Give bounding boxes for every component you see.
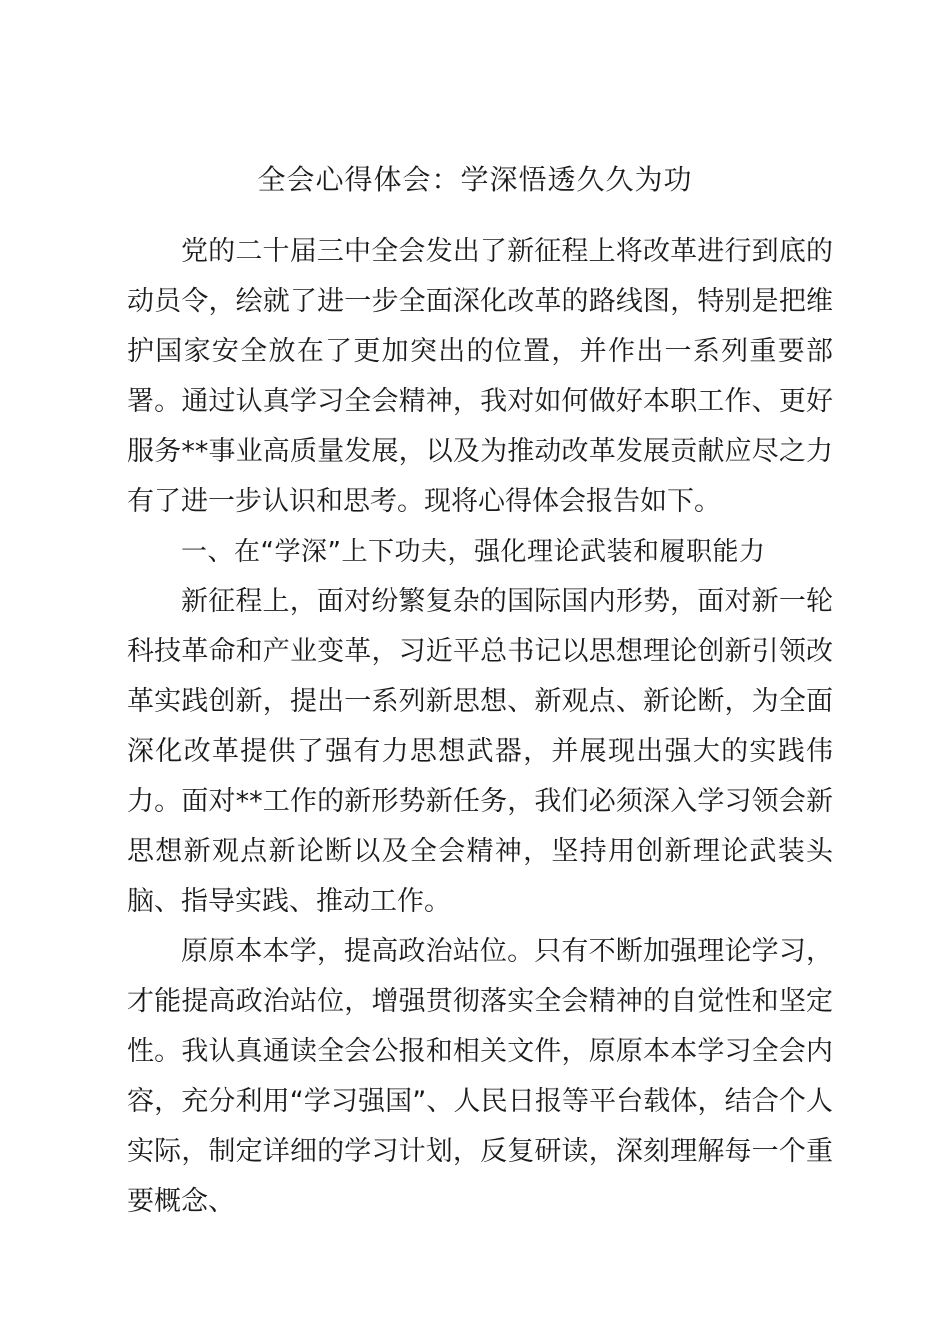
document-title: 全会心得体会：学深悟透久久为功 <box>257 163 693 196</box>
section-1-paragraph-1: 新征程上，面对纷繁复杂的国际国内形势，面对新一轮科技革命和产业变革，习近平总书记以思想理论创新引领改革实践创新，提出一系列新思想、新观点、新论断，为全面深化改革提供了强有力思想武器，并展现出强大的实践伟力。面对**工作的新形势新任务，我们必须深入学习领会新思想新观点新论断以及全会精神，坚持用创新理论武装头脑、指导实践、推动工作。 <box>127 586 833 917</box>
document-body <box>127 227 833 1227</box>
section-1-paragraph-2: 原原本本学，提高政治站位。只有不断加强理论学习，才能提高政治站位，增强贯彻落实全会精神的自觉性和坚定性。我认真通读全会公报和相关文件，原原本本学习全会内容，充分利用“学习强国”、人民日报等平台载体，结合个人实际，制定详细的学习计划，反复研读，深刻理解每一个重要概念、 <box>127 936 833 1217</box>
section-heading-1: 一、在“学深”上下功夫，强化理论武装和履职能力 <box>181 537 766 567</box>
intro-paragraph: 党的二十届三中全会发出了新征程上将改革进行到底的动员令，绘就了进一步全面深化改革的路线图，特别是把维护国家安全放在了更加突出的位置，并作出一系列重要部署。通过认真学习全会精神，我对如何做好本职工作、更好服务**事业高质量发展，以及为推动改革发展贡献应尽之力有了进一步认识和思考。现将心得体会报告如下。 <box>127 236 833 517</box>
